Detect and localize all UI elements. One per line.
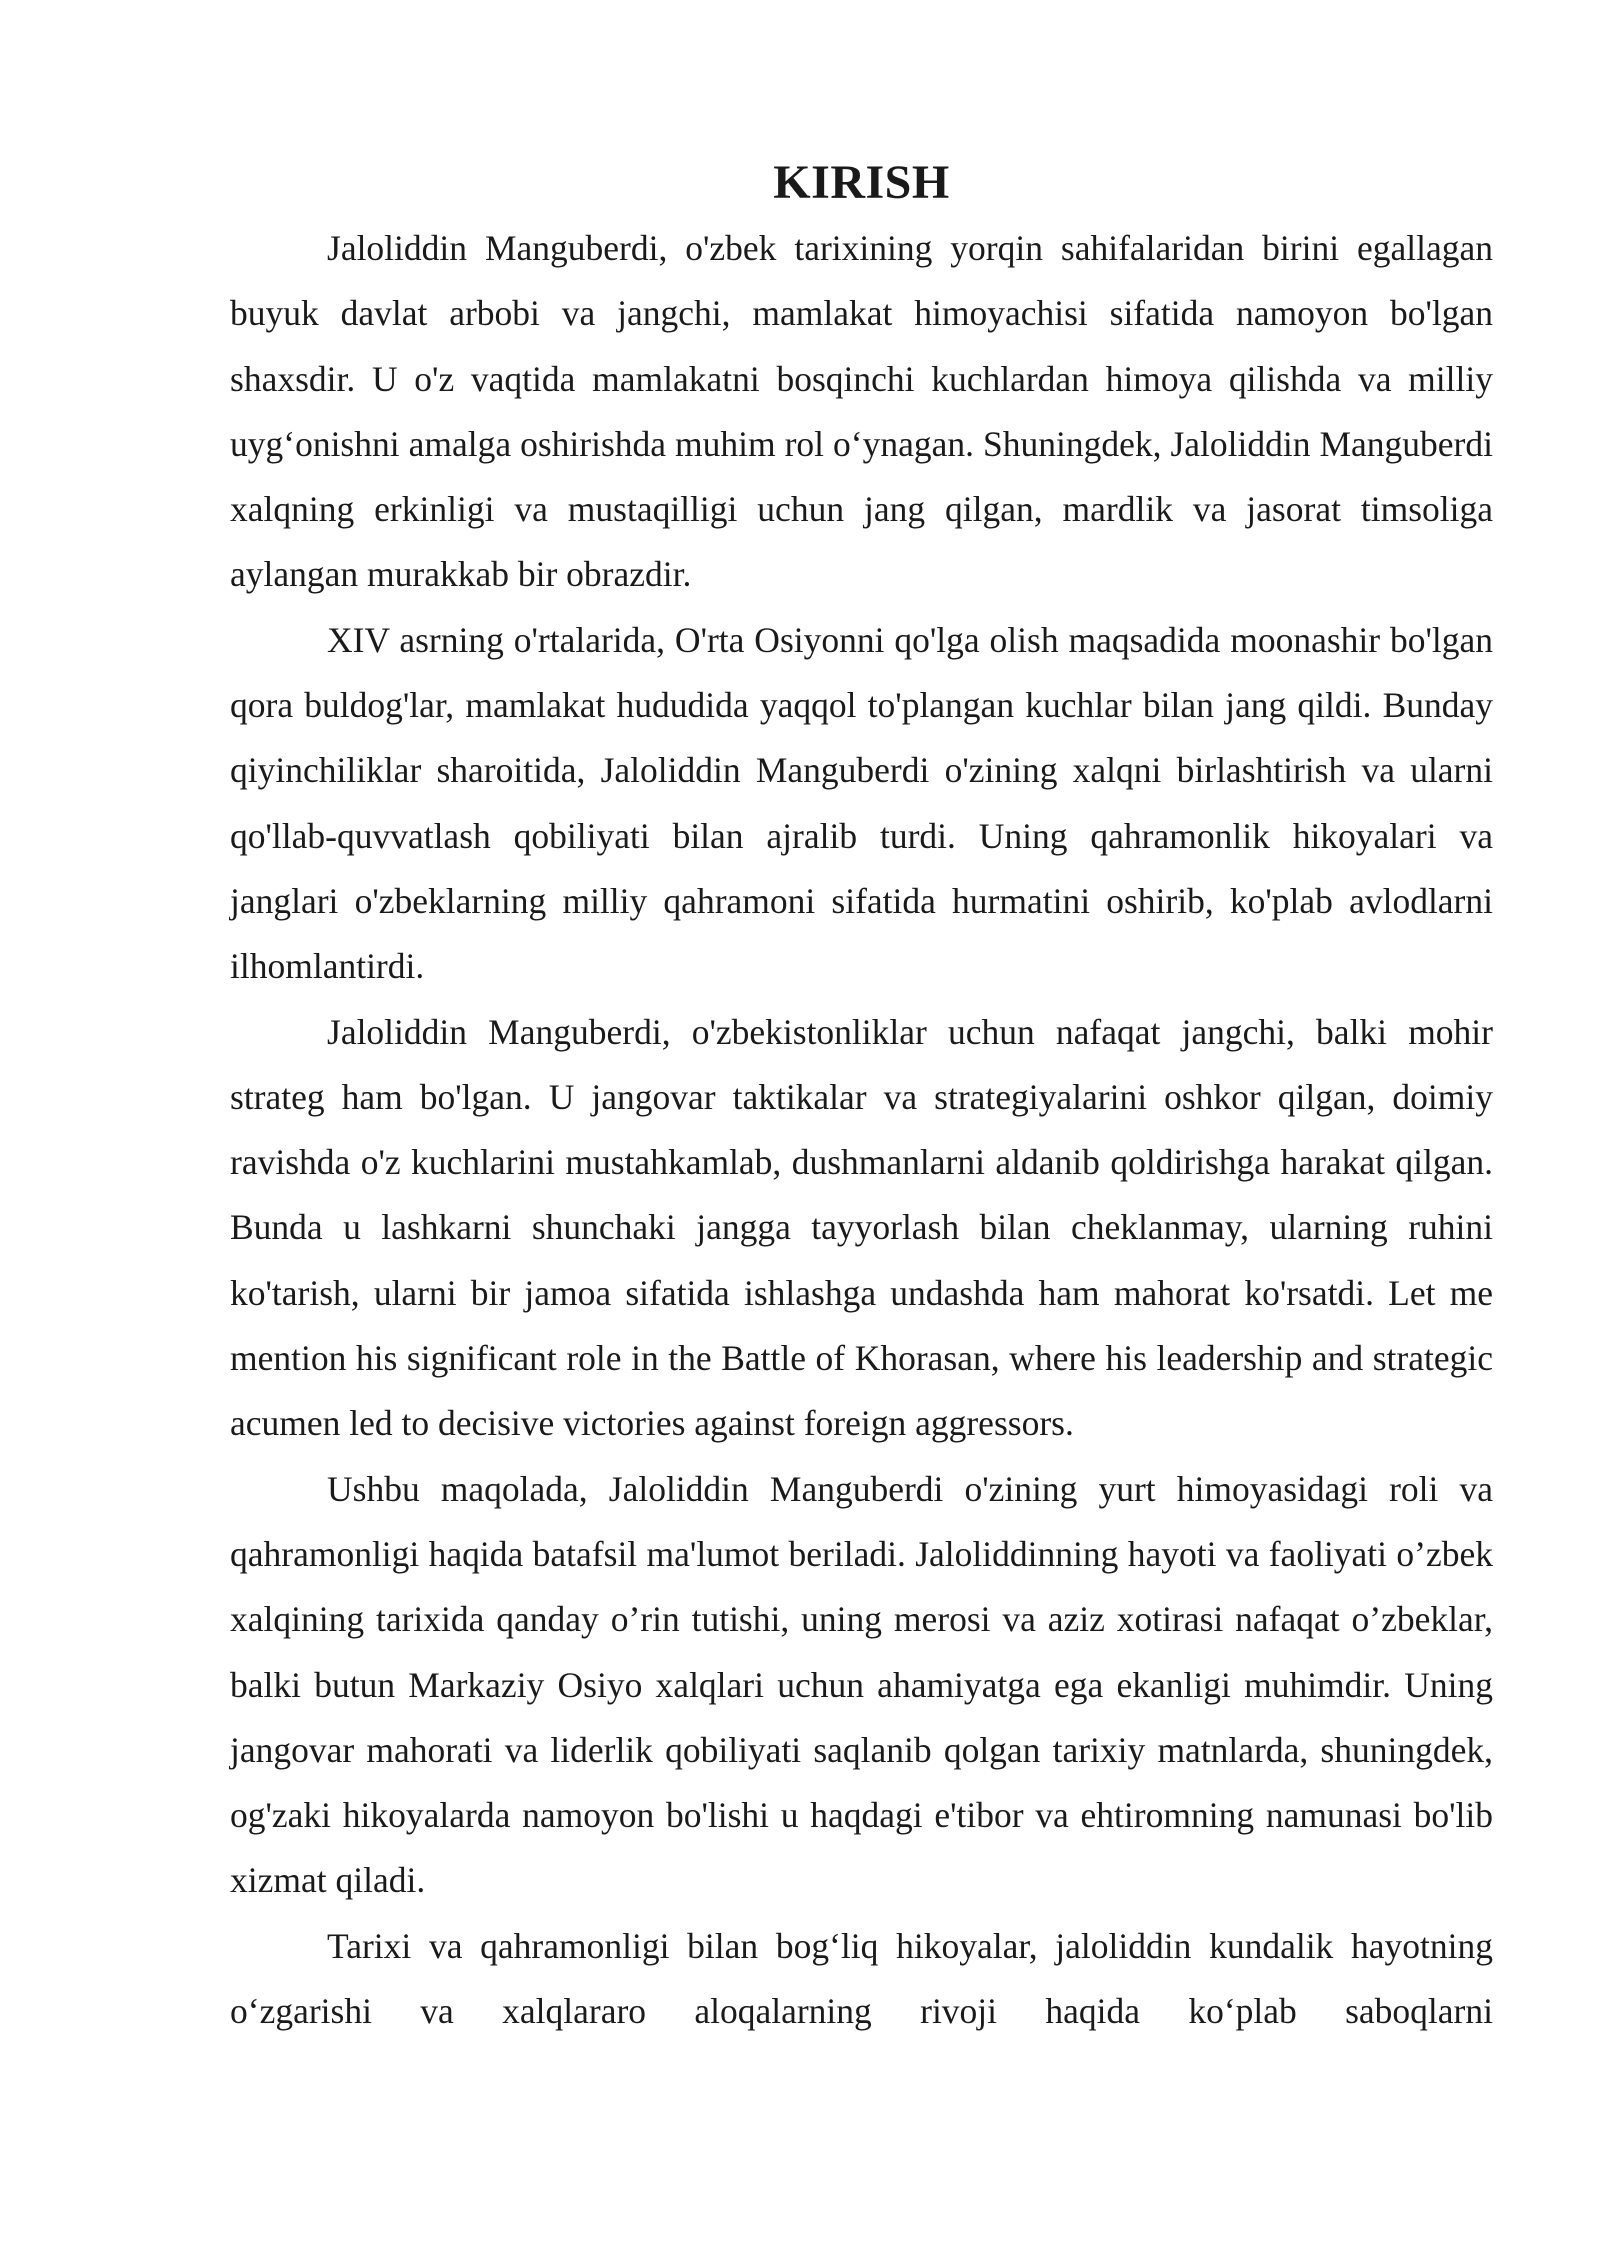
paragraph-4: Ushbu maqolada, Jaloliddin Manguberdi o'zining yurt himoyasidagi roli va qahramonligi haqida batafsil ma'lumot beriladi. Jaloliddinning hayoti va faoliyati o’zbek xalqining tarixida qanday o’rin tutishi, uning merosi va aziz xotirasi nafaqat o’zbeklar, balki butun Markaziy Osiyo xalqlari uchun ahamiyatga ega ekanligi muhimdir. Uning jangovar mahorati va liderlik qobiliyati saqlanib qolgan tarixiy matnlarda, shuningdek, og'zaki hikoyalarda namoyon bo'lishi u haqdagi e'tibor va ehtiromning namunasi bo'lib xizmat qiladi. (230, 1468, 1493, 1901)
page-title: KIRISH (773, 156, 950, 209)
page-body (230, 150, 1493, 2044)
paragraph-1: Jaloliddin Manguberdi, o'zbek tarixining yorqin sahifalaridan birini egallagan buyuk davlat arbobi va jangchi, mamlakat himoyachisi sifatida namoyon bo'lgan shaxsdir. U o'z vaqtida mamlakatni bosqinchi kuchlardan himoya qilishda va milliy uyg‘onishni amalga oshirishda muhim rol o‘ynagan. Shuningdek, Jaloliddin Manguberdi xalqning erkinligi va mustaqilligi uchun jang qilgan, mardlik va jasorat timsoliga aylangan murakkab bir obrazdir. (230, 228, 1493, 595)
paragraph-2: XIV asrning o'rtalarida, O'rta Osiyonni qo'lga olish maqsadida moonashir bo'lgan qora buldog'lar, mamlakat hududida yaqqol to'plangan kuchlar bilan jang qildi. Bunday qiyinchiliklar sharoitida, Jaloliddin Manguberdi o'zining xalqni birlashtirish va ularni qo'llab-quvvatlash qobiliyati bilan ajralib turdi. Uning qahramonlik hikoyalari va janglari o'zbeklarning milliy qahramoni sifatida hurmatini oshirib, ko'plab avlodlarni ilhomlantirdi. (230, 619, 1493, 987)
paragraph-5: Tarixi va qahramonligi bilan bog‘liq hikoyalar, jaloliddin kundalik hayotning o‘zgarishi va xalqlararo aloqalarning rivoji haqida ko‘plab saboqlarni (230, 1925, 1493, 2032)
paragraph-3: Jaloliddin Manguberdi, o'zbekistonliklar uchun nafaqat jangchi, balki mohir strateg ham bo'lgan. U jangovar taktikalar va strategiyalarini oshkor qilgan, doimiy ravishda o'z kuchlarini mustahkamlab, dushmanlarni aldanib qoldirishga harakat qilgan. Bunda u lashkarni shunchaki jangga tayyorlash bilan cheklanmay, ularning ruhini ko'tarish, ularni bir jamoa sifatida ishlashga undashda ham mahorat ko'rsatdi. Let me mention his significant role in the Battle of Khorasan, where his leadership and strategic acumen led to decisive victories against foreign aggressors. (230, 1011, 1493, 1444)
